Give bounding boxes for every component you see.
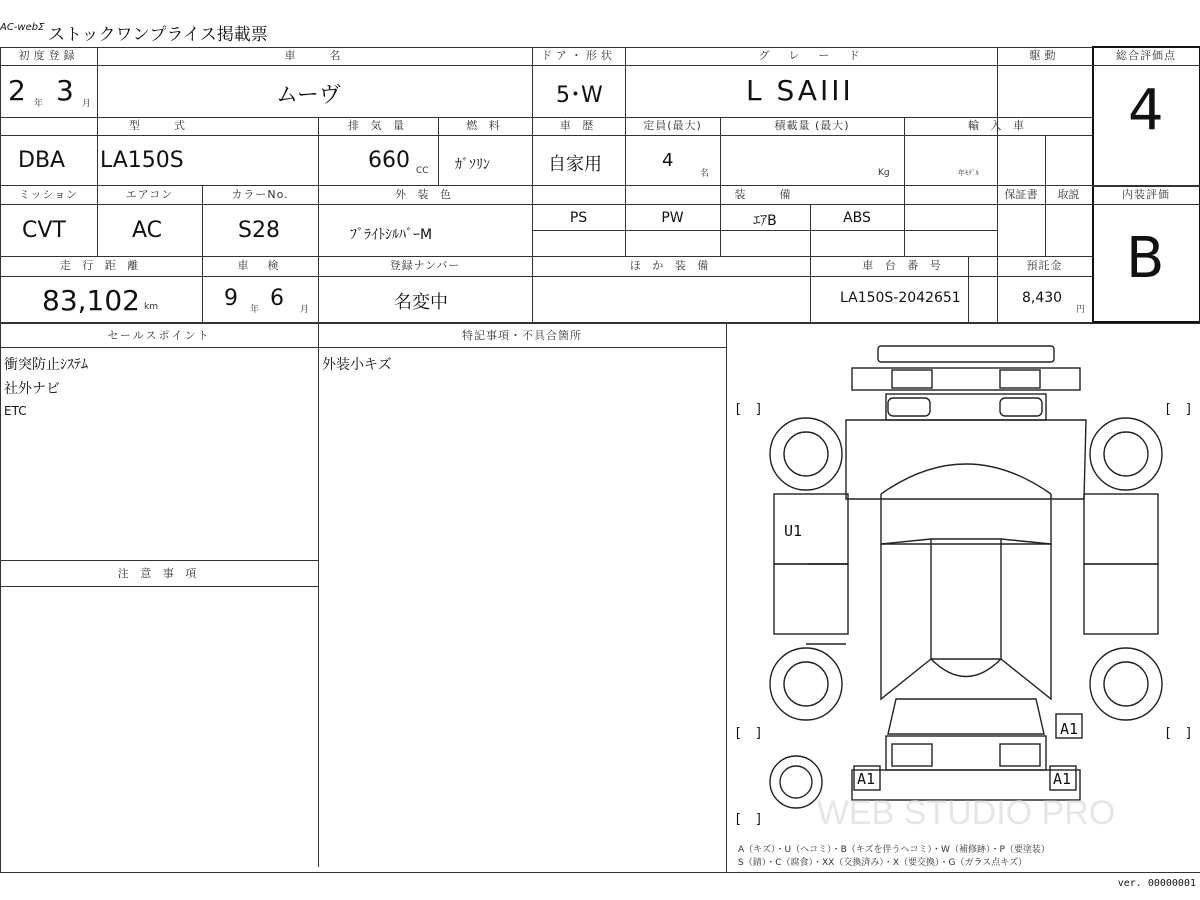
label-plate: 登録ナンバー bbox=[389, 259, 461, 272]
overall-score: 4 bbox=[1128, 78, 1164, 143]
aircon: AC bbox=[132, 218, 163, 243]
color-no: S28 bbox=[238, 218, 280, 243]
car-outline-diagram bbox=[726, 324, 1200, 872]
label-color-no: カラーNo. bbox=[231, 188, 289, 201]
label-interior: 内装評価 bbox=[1122, 188, 1170, 201]
label-car-name: 車 名 bbox=[284, 49, 345, 62]
mission: CVT bbox=[22, 218, 66, 243]
label-model: 型 式 bbox=[129, 119, 189, 132]
unit-yen: 円 bbox=[1076, 305, 1086, 315]
deposit: 8,430 bbox=[1022, 290, 1063, 306]
unit-km: km bbox=[144, 302, 158, 312]
notes-text: 外装小キズ bbox=[322, 357, 392, 373]
capacity: 4 bbox=[662, 150, 674, 171]
sales-point-3: ETC bbox=[4, 404, 27, 418]
label-fuel: 燃 料 bbox=[466, 119, 504, 132]
label-usage: 車 歴 bbox=[559, 119, 598, 132]
door-shape: 5･W bbox=[556, 83, 603, 108]
fuel: ｶﾞｿﾘﾝ bbox=[455, 157, 490, 173]
label-drive: 駆動 bbox=[1029, 49, 1060, 62]
label-warranty: 保証書 bbox=[1004, 188, 1038, 201]
unit-insp-month: 月 bbox=[300, 305, 310, 315]
reg-month: 3 bbox=[56, 74, 74, 107]
equipment-1: PS bbox=[569, 210, 588, 226]
damage-mark-a1-rear-right: A1 bbox=[1053, 770, 1072, 788]
unit-year: 年 bbox=[34, 99, 44, 109]
label-overall: 総合評価点 bbox=[1116, 49, 1176, 62]
equipment-2: PW bbox=[661, 210, 684, 226]
label-grade: グ レ ー ド bbox=[758, 49, 864, 62]
usage: 自家用 bbox=[548, 154, 602, 175]
label-displacement: 排 気 量 bbox=[348, 119, 408, 132]
bracket-spare: [ ] bbox=[734, 812, 763, 827]
page-title: ストックワンプライス掲載票 bbox=[48, 25, 268, 45]
inspection-month: 6 bbox=[270, 286, 284, 311]
damage-diagram bbox=[726, 324, 1200, 872]
unit-month: 月 bbox=[82, 99, 92, 109]
bracket-front-left: [ ] bbox=[734, 402, 763, 417]
label-inspection: 車 検 bbox=[237, 259, 283, 272]
reg-year: 2 bbox=[8, 74, 26, 107]
displacement: 660 bbox=[368, 148, 410, 173]
inspection-year: 9 bbox=[224, 286, 238, 311]
label-notes: 特記事項・不具合箇所 bbox=[462, 329, 582, 342]
equipment-4: ABS bbox=[843, 210, 871, 226]
label-capacity: 定員(最大) bbox=[643, 119, 702, 132]
unit-person: 名 bbox=[700, 169, 710, 179]
bracket-rear-right: [ ] bbox=[1164, 726, 1193, 741]
label-deposit: 預託金 bbox=[1026, 259, 1063, 272]
legend-line-2: S（錆）・C（腐食）・XX（交換済み）・X（要交換）・G（ガラス点キズ） bbox=[738, 858, 1028, 868]
label-import: 輸 入 車 bbox=[968, 119, 1028, 132]
bracket-front-right: [ ] bbox=[1164, 402, 1193, 417]
label-equipment: 装 備 bbox=[734, 188, 795, 201]
mileage: 83,102 bbox=[42, 284, 140, 317]
grade: L SAIII bbox=[746, 74, 854, 107]
label-exterior-color: 外 装 色 bbox=[395, 188, 455, 201]
unit-kg: Kg bbox=[878, 168, 890, 178]
label-caution: 注 意 事 項 bbox=[117, 567, 201, 580]
equipment-3: ｴｱB bbox=[753, 213, 777, 229]
label-other-equipment: ほ か 装 備 bbox=[629, 259, 713, 272]
chassis-no: LA150S-2042651 bbox=[840, 290, 961, 306]
label-mission: ミッション bbox=[18, 188, 79, 201]
car-name: ムーヴ bbox=[276, 83, 341, 108]
bracket-rear-left: [ ] bbox=[734, 726, 763, 741]
version-label: ver. 00000001 bbox=[1117, 878, 1196, 889]
plate: 名変中 bbox=[394, 292, 448, 313]
label-manual: 取説 bbox=[1057, 188, 1080, 201]
legend-line-1: A（キズ）・U（ヘコミ）・B（キズを伴うヘコミ）・W（補修跡）・P（要塗装） bbox=[738, 845, 1050, 855]
sales-point-1: 衝突防止ｼｽﾃﾑ bbox=[4, 357, 88, 373]
sales-point-2: 社外ナビ bbox=[4, 381, 60, 397]
exterior-color: ﾌﾞﾗｲﾄｼﾙﾊﾞｰM bbox=[350, 227, 433, 243]
watermark: WEB STUDIO PRO bbox=[816, 794, 1116, 832]
label-mileage: 走 行 距 離 bbox=[59, 259, 143, 272]
label-aircon: エアコン bbox=[125, 188, 174, 201]
unit-insp-year: 年 bbox=[250, 305, 260, 315]
label-chassis: 車 台 番 号 bbox=[862, 259, 945, 272]
damage-mark-u1: U1 bbox=[784, 522, 803, 540]
label-sales-points: セールスポイント bbox=[107, 329, 211, 342]
interior-score: B bbox=[1126, 226, 1165, 291]
model-code: LA150S bbox=[100, 148, 184, 173]
label-door: ドア・形状 bbox=[541, 49, 616, 62]
model-prefix: DBA bbox=[18, 148, 66, 173]
unit-model-year: 年ﾓﾃﾞﾙ bbox=[958, 169, 979, 177]
logo: AC-webΣ bbox=[0, 22, 45, 33]
damage-mark-a1-right: A1 bbox=[1060, 720, 1079, 738]
damage-mark-a1-rear-left: A1 bbox=[857, 770, 876, 788]
unit-cc: CC bbox=[416, 166, 429, 176]
label-load: 積載量 (最大) bbox=[774, 119, 850, 132]
label-first-reg: 初度登録 bbox=[18, 49, 79, 62]
